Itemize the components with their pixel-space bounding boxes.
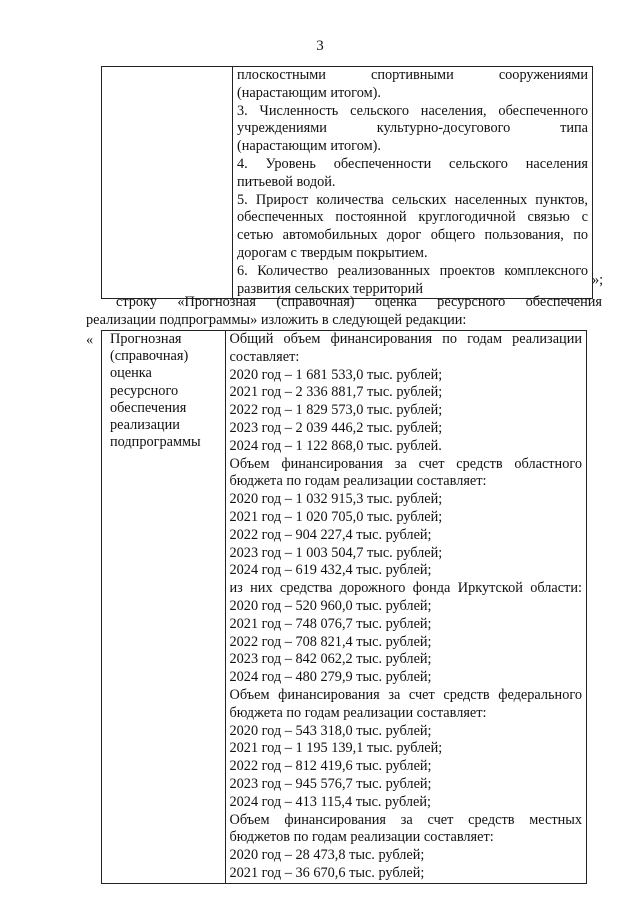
indicator-line: обеспеченных постоянной круглогодичной связью с: [237, 209, 588, 226]
opening-quote: «: [86, 332, 94, 348]
financing-line: 2020 год – 28 473,8 тыс. рублей;: [229, 847, 425, 864]
row-label-cell: [102, 331, 226, 884]
financing-line: бюджета по годам реализации составляет:: [229, 473, 487, 490]
instruction-paragraph: [86, 293, 602, 329]
financing-line: 2023 год – 842 062,2 тыс. рублей;: [229, 651, 432, 668]
instruction-line: строку «Прогнозная (справочная) оценка ресурсного обеспечения: [116, 294, 602, 310]
page-number: 3: [316, 38, 324, 54]
indicator-line: 3. Численность сельского населения, обеспеченного: [237, 102, 588, 119]
indicator-line: 6. Количество реализованных проектов комплексного: [237, 262, 588, 279]
financing-line: 2024 год – 619 432,4 тыс. рублей;: [229, 562, 432, 579]
financing-line: Объем финансирования за счет средств местных: [229, 811, 582, 828]
row-label-line: Прогнозная: [110, 331, 182, 347]
indicator-line: учреждениями культурно-досугового типа: [237, 120, 588, 137]
financing-line: 2021 год – 2 336 881,7 тыс. рублей;: [229, 384, 443, 401]
financing-line: 2020 год – 543 318,0 тыс. рублей;: [229, 722, 432, 739]
financing-line: 2022 год – 904 227,4 тыс. рублей;: [229, 526, 432, 543]
row-label-line: (справочная): [110, 348, 189, 365]
row-label-line: реализации: [110, 416, 180, 433]
financing-line: 2023 год – 1 003 504,7 тыс. рублей;: [229, 544, 443, 561]
empty-label-cell: [102, 67, 233, 299]
financing-line: Общий объем финансирования по годам реализации: [229, 331, 582, 347]
financing-line: Объем финансирования за счет средств областного: [229, 455, 582, 472]
instruction-line: реализации подпрограммы» изложить в следующей редакции:: [86, 312, 467, 328]
closing-quote: »;: [592, 272, 604, 288]
financing-line: 2022 год – 708 821,4 тыс. рублей;: [229, 633, 432, 650]
table-row: [102, 331, 587, 884]
resource-estimate-table: [101, 330, 587, 884]
row-label-line: оценка: [110, 365, 152, 382]
financing-line: составляет:: [229, 348, 300, 365]
row-label-line: ресурсного: [110, 382, 179, 399]
indicator-line: 4. Уровень обеспеченности сельского населения: [237, 155, 588, 172]
indicators-cell: [233, 67, 593, 299]
financing-line: 2021 год – 748 076,7 тыс. рублей;: [229, 615, 432, 632]
indicator-line: дорогам с твердым покрытием.: [237, 244, 428, 261]
indicator-line: развития сельских территорий: [237, 280, 423, 297]
financing-line: 2023 год – 945 576,7 тыс. рублей;: [229, 775, 432, 792]
financing-line: 2024 год – 480 279,9 тыс. рублей;: [229, 669, 432, 686]
row-label-line: обеспечения: [110, 399, 187, 416]
financing-line: 2024 год – 413 115,4 тыс. рублей;: [229, 793, 432, 810]
financing-line: 2021 год – 1 195 139,1 тыс. рублей;: [229, 740, 443, 757]
indicator-line: питьевой водой.: [237, 173, 336, 190]
financing-line: бюджета по годам реализации составляет:: [229, 704, 487, 721]
financing-line: бюджетов по годам реализации составляет:: [229, 829, 494, 846]
financing-line: 2022 год – 812 419,6 тыс. рублей;: [229, 758, 432, 775]
financing-line: 2020 год – 520 960,0 тыс. рублей;: [229, 597, 432, 614]
financing-line: Объем финансирования за счет средств федерального: [229, 686, 582, 703]
indicator-line: 5. Прирост количества сельских населенных пунктов,: [237, 191, 588, 208]
financing-cell: [225, 331, 587, 884]
financing-line: 2023 год – 2 039 446,2 тыс. рублей;: [229, 419, 443, 436]
financing-line: 2022 год – 1 829 573,0 тыс. рублей;: [229, 402, 443, 419]
financing-line: 2020 год – 1 032 915,3 тыс. рублей;: [229, 491, 443, 508]
financing-line: 2021 год – 1 020 705,0 тыс. рублей;: [229, 508, 443, 525]
financing-line: 2024 год – 1 122 868,0 тыс. рублей.: [229, 437, 442, 454]
row-label-line: подпрограммы: [110, 434, 201, 451]
indicator-line: сетью автомобильных дорог общего пользования, по: [237, 227, 588, 244]
indicator-line: (нарастающим итогом).: [237, 84, 381, 101]
indicator-line: (нарастающим итогом).: [237, 138, 381, 155]
indicators-table-fragment: [101, 66, 593, 299]
financing-line: 2021 год – 36 670,6 тыс. рублей;: [229, 864, 425, 881]
financing-line: из них средства дорожного фонда Иркутской области:: [229, 580, 582, 597]
table-row: [102, 67, 593, 299]
financing-line: 2020 год – 1 681 533,0 тыс. рублей;: [229, 366, 443, 383]
indicator-line: плоскостными спортивными сооружениями: [237, 67, 588, 83]
